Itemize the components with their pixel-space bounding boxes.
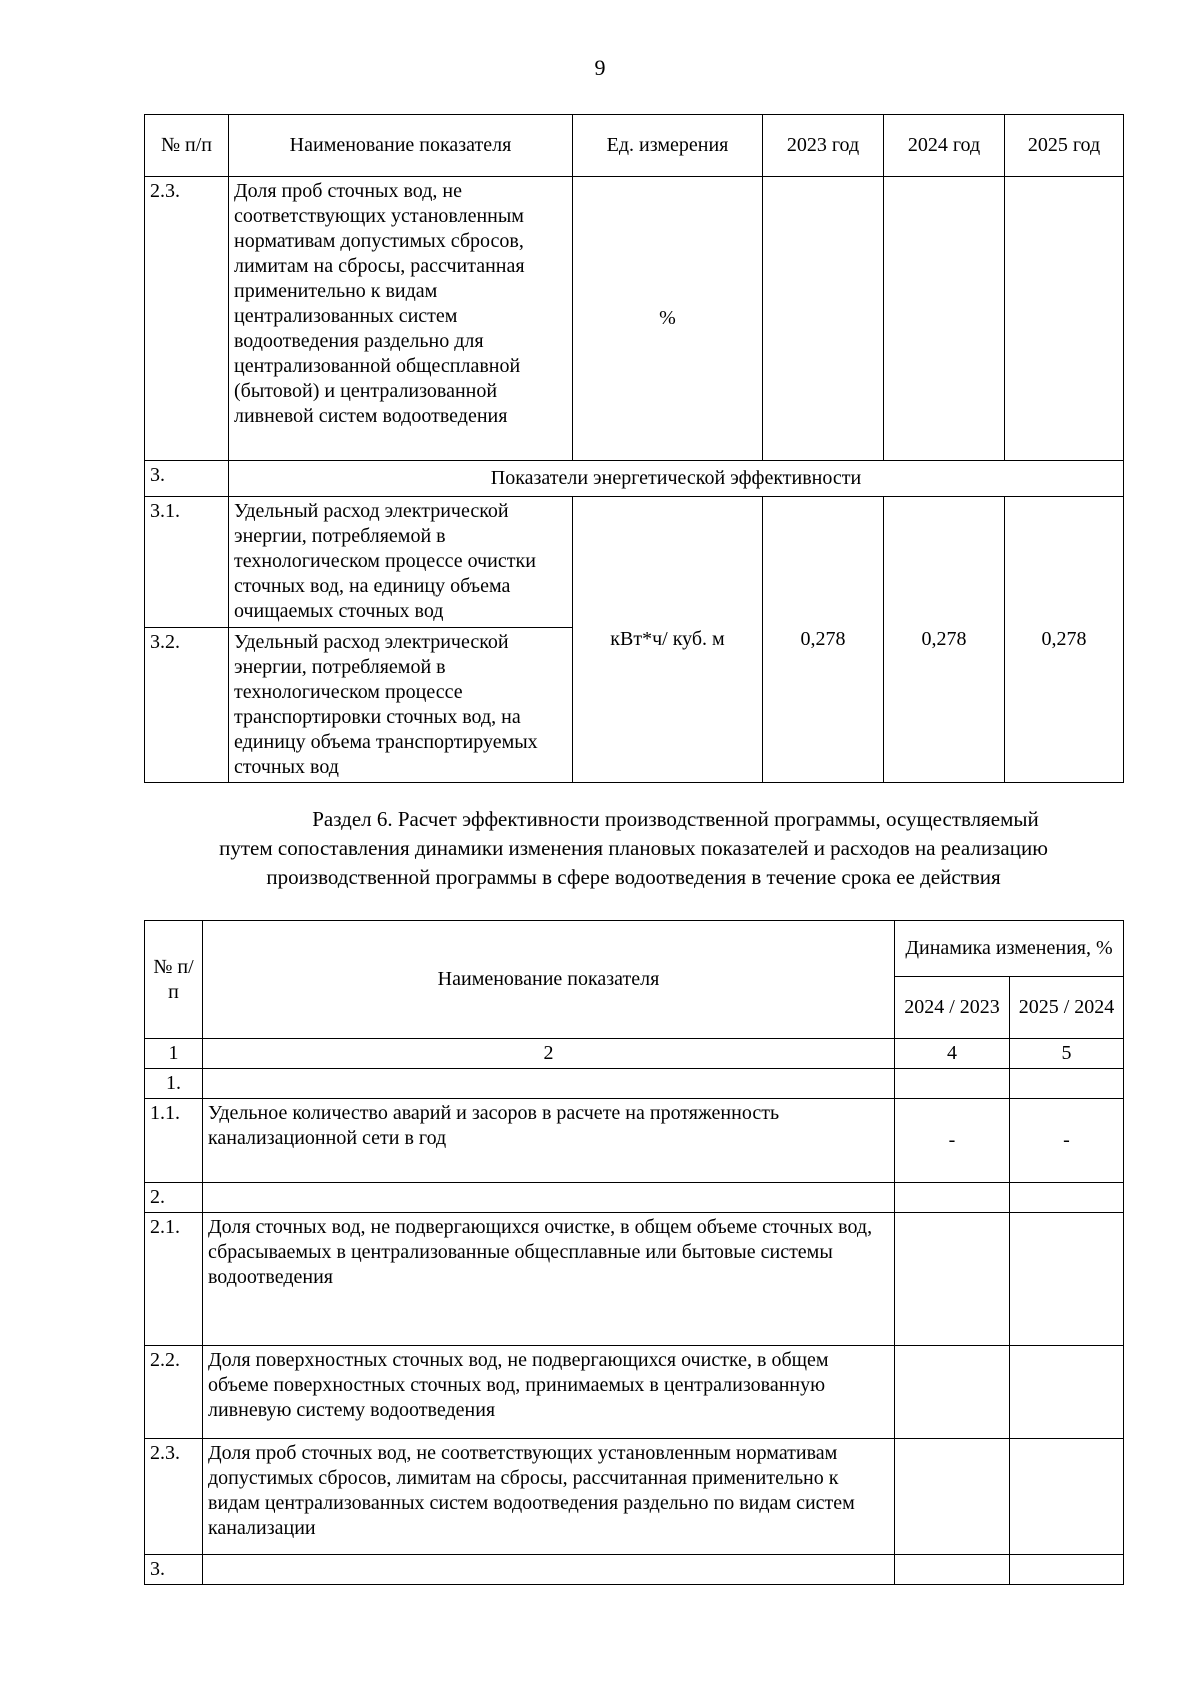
index-row: [145, 1039, 1124, 1069]
row-d2: [1010, 1069, 1124, 1099]
row-num: 3.2.: [145, 628, 229, 783]
row-name: [203, 1183, 895, 1213]
header-2023: 2023 год: [763, 115, 884, 177]
row-d2: [1010, 1213, 1124, 1346]
row-num: 3.1.: [145, 497, 229, 628]
header-2025-2024: 2025 / 2024: [1010, 977, 1124, 1039]
section-row: [145, 461, 1124, 497]
row-name: [203, 1555, 895, 1585]
row-d2: [1010, 1346, 1124, 1439]
row-num: 2.1.: [145, 1213, 203, 1346]
row-num: 1.1.: [145, 1099, 203, 1183]
index-cell: 2: [203, 1039, 895, 1069]
row-d2: -: [1010, 1099, 1124, 1183]
header-unit: Ед. измерения: [573, 115, 763, 177]
index-cell: 1: [145, 1039, 203, 1069]
table-row: [145, 177, 1124, 461]
row-name: Доля сточных вод, не подвергающихся очистке, в общем объеме сточных вод, сбрасываемых в централизованные общесплавные или бытовые системы водоотведения: [203, 1213, 895, 1346]
header-2025: 2025 год: [1005, 115, 1124, 177]
dynamics-table: [144, 920, 1124, 1585]
section-title: Показатели энергетической эффективности: [229, 461, 1124, 497]
row-name: Доля проб сточных вод, не соответствующих установленным нормативам допустимых сбросов, лимитам на сбросы, рассчитанная применительно к видам централизованных систем водоотведения раздельно для централизованной общесплавной (бытовой) и централизованной ливневой систем водоотведения: [229, 177, 573, 461]
row-d1: -: [895, 1099, 1010, 1183]
row-d2: [1010, 1183, 1124, 1213]
row-name: [203, 1069, 895, 1099]
section-line-2: путем сопоставления динамики изменения плановых показателей и расходов на реализацию: [219, 836, 1048, 860]
header-num: № п/п: [145, 921, 203, 1039]
row-name: Удельный расход электрической энергии, потребляемой в технологическом процессе транспортировки сточных вод, на единицу объема транспортируемых сточных вод: [229, 628, 573, 783]
header-name: Наименование показателя: [203, 921, 895, 1039]
table-row: [145, 1555, 1124, 1585]
row-d1: [895, 1439, 1010, 1555]
row-name: Доля поверхностных сточных вод, не подвергающихся очистке, в общем объеме поверхностных сточных вод, принимаемых в централизованную ливневую систему водоотведения: [203, 1346, 895, 1439]
row-d2: [1010, 1555, 1124, 1585]
row-num: 2.2.: [145, 1346, 203, 1439]
row-2023: [763, 177, 884, 461]
row-name: Удельный расход электрической энергии, потребляемой в технологическом процессе очистки сточных вод, на единицу объема очищаемых сточных вод: [229, 497, 573, 628]
table2-header-row: [145, 921, 1124, 977]
row-d1: [895, 1069, 1010, 1099]
section-line-3: производственной программы в сфере водоотведения в течение срока ее действия: [266, 865, 1001, 889]
table-row: [145, 497, 1124, 628]
row-name: Доля проб сточных вод, не соответствующих установленным нормативам допустимых сбросов, лимитам на сбросы, рассчитанная применительно к видам централизованных систем водоотведения раздельно по видам систем канализации: [203, 1439, 895, 1555]
row-d1: [895, 1213, 1010, 1346]
row-num: 2.3.: [145, 177, 229, 461]
header-name: Наименование показателя: [229, 115, 573, 177]
page-number: 9: [594, 55, 606, 80]
row-num: 3.: [145, 1555, 203, 1585]
merged-2024: 0,278: [884, 497, 1005, 783]
header-num: № п/п: [145, 115, 229, 177]
table-row: [145, 1069, 1124, 1099]
row-name: Удельное количество аварий и засоров в расчете на протяженность канализационной сети в год: [203, 1099, 895, 1183]
row-num: 2.: [145, 1183, 203, 1213]
row-2025: [1005, 177, 1124, 461]
row-num: 3.: [145, 461, 229, 497]
row-d1: [895, 1183, 1010, 1213]
section-6-heading: [144, 805, 1123, 892]
indicators-table: [144, 114, 1124, 783]
merged-unit: кВт*ч/ куб. м: [573, 497, 763, 783]
row-2024: [884, 177, 1005, 461]
merged-2025: 0,278: [1005, 497, 1124, 783]
row-unit: %: [573, 177, 763, 461]
table-row: [145, 1346, 1124, 1439]
row-num: 1.: [145, 1069, 203, 1099]
index-cell: 4: [895, 1039, 1010, 1069]
merged-2023: 0,278: [763, 497, 884, 783]
row-d1: [895, 1346, 1010, 1439]
index-cell: 5: [1010, 1039, 1124, 1069]
header-dynamics: Динамика изменения, %: [895, 921, 1124, 977]
header-2024-2023: 2024 / 2023: [895, 977, 1010, 1039]
table-row: [145, 1439, 1124, 1555]
table1-header-row: [145, 115, 1124, 177]
row-d2: [1010, 1439, 1124, 1555]
row-d1: [895, 1555, 1010, 1585]
table-row: [145, 1213, 1124, 1346]
section-line-1: Раздел 6. Расчет эффективности производственной программы, осуществляемый: [312, 807, 1039, 831]
row-num: 2.3.: [145, 1439, 203, 1555]
header-2024: 2024 год: [884, 115, 1005, 177]
table-row: [145, 1183, 1124, 1213]
table-row: [145, 1099, 1124, 1183]
